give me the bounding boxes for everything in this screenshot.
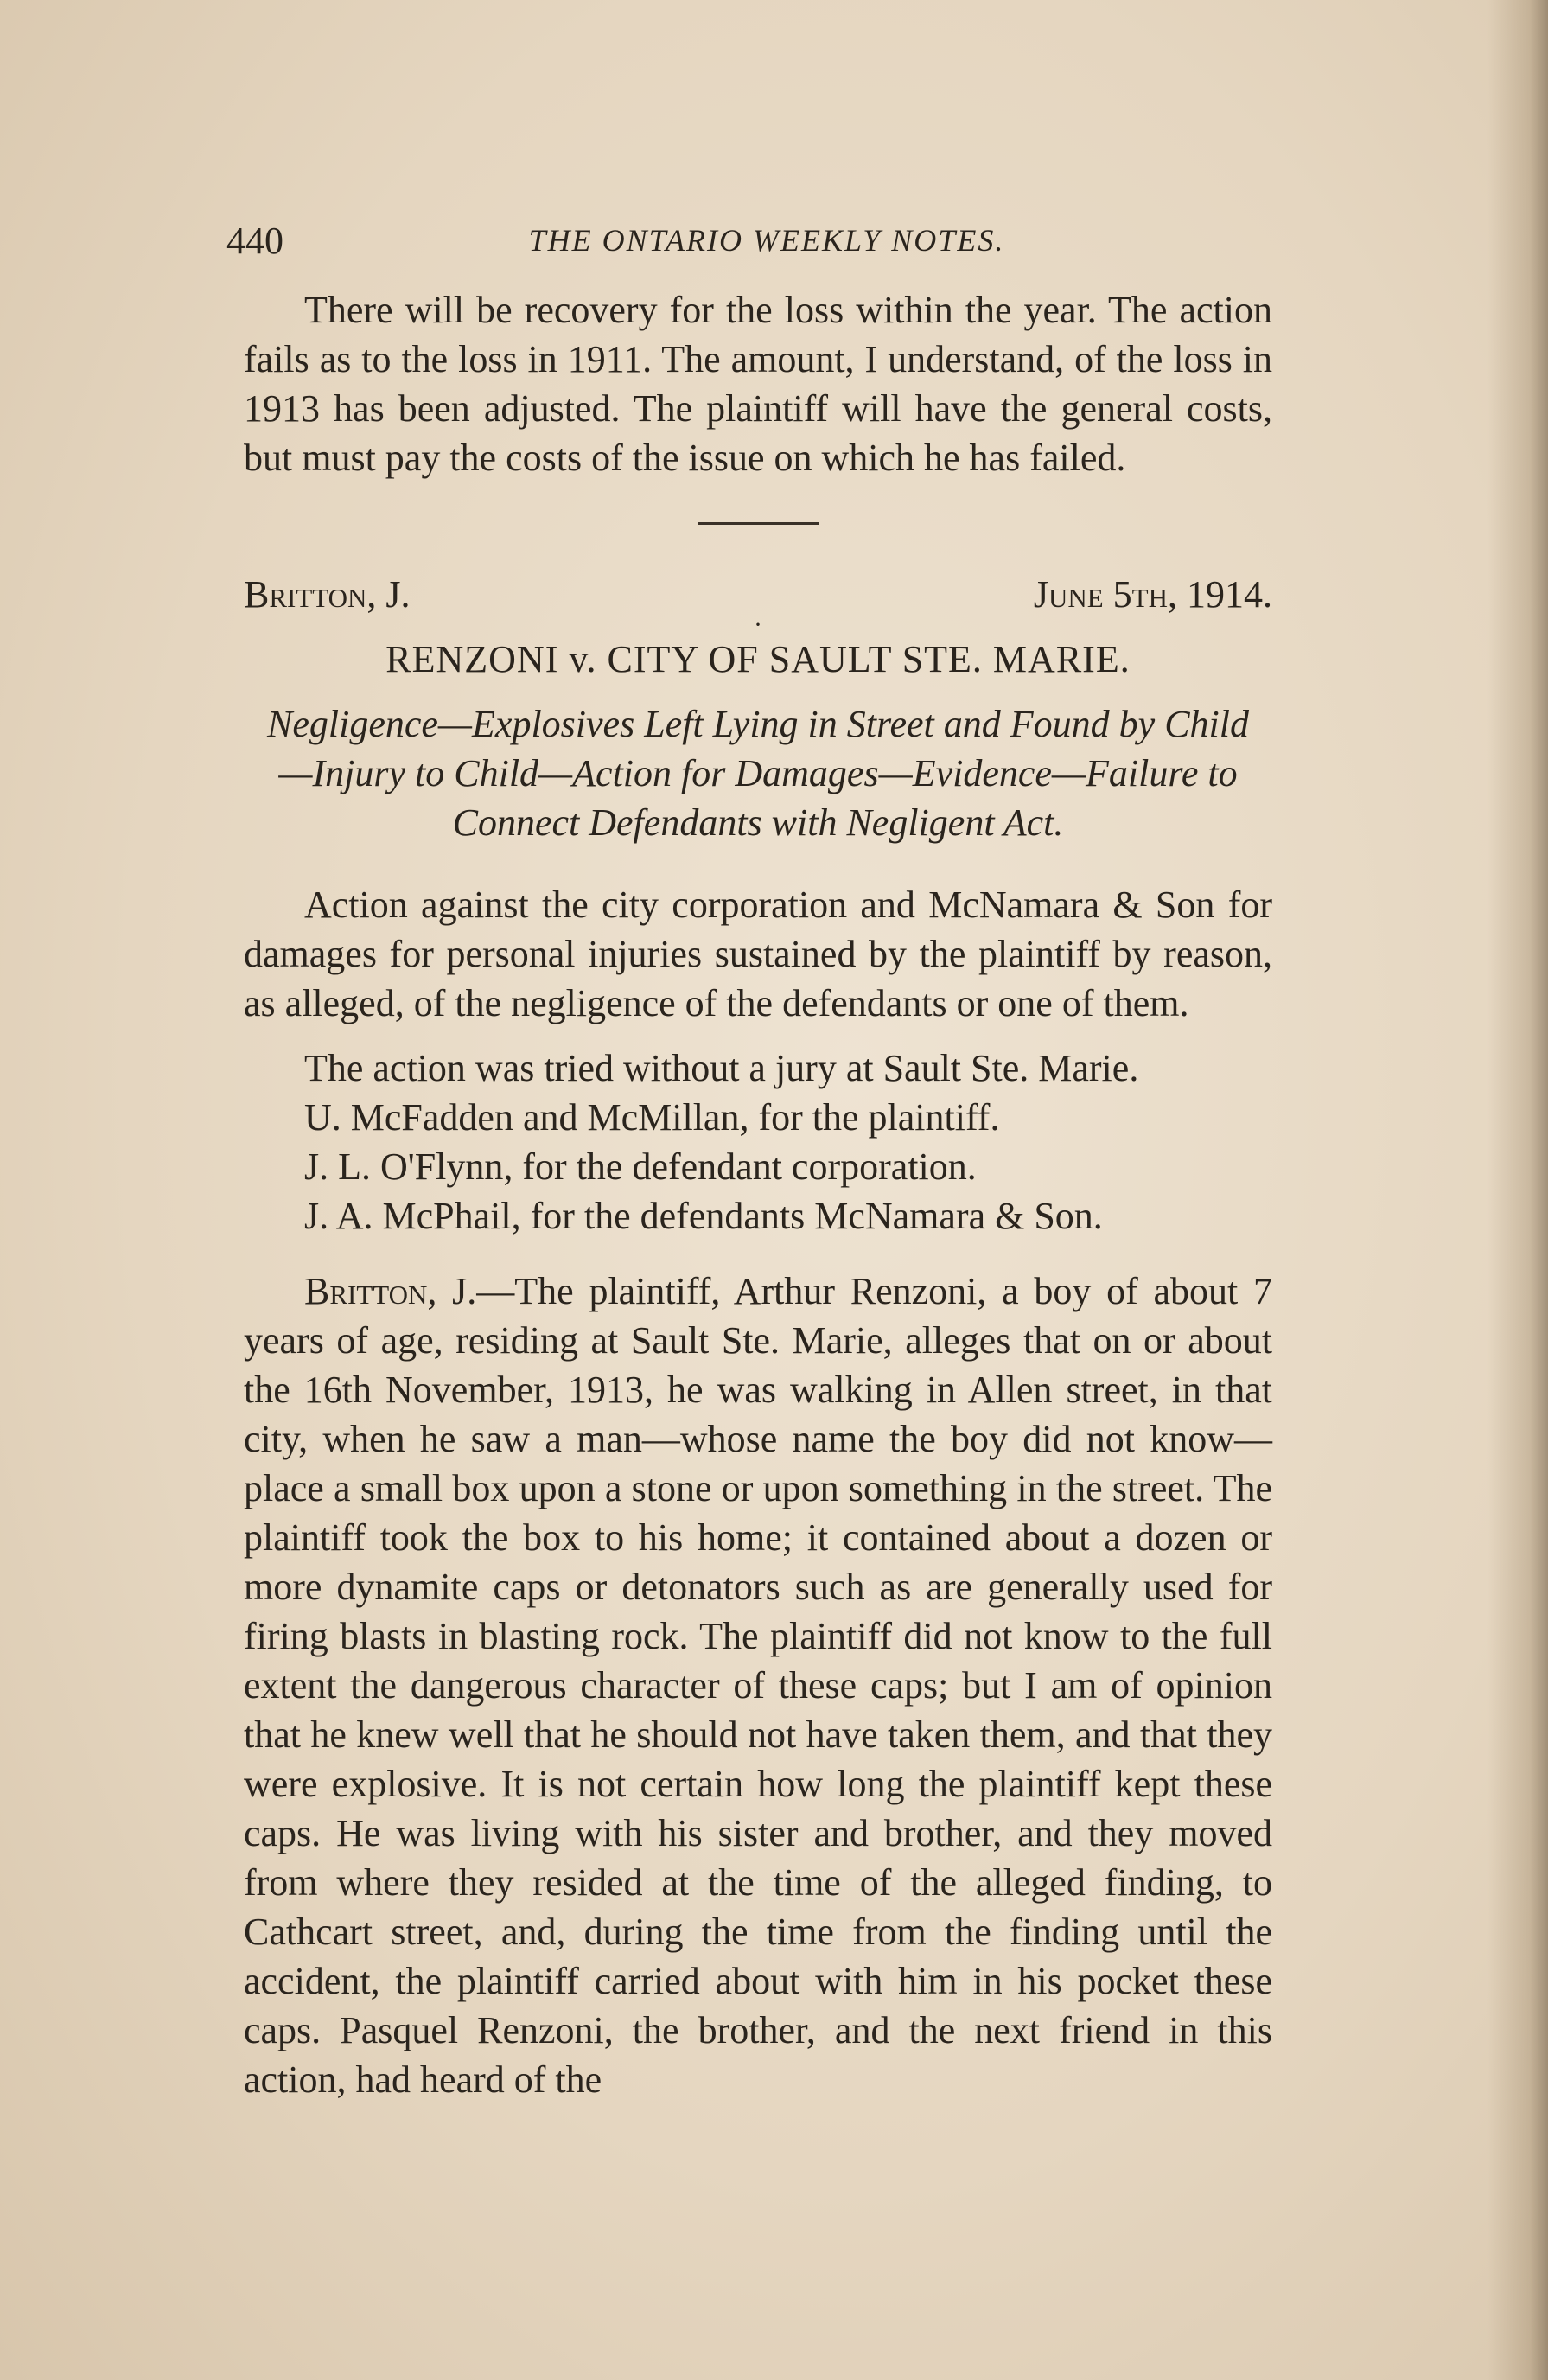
case-judge: Britton, J. <box>244 573 411 616</box>
judgment-paragraph <box>244 1267 1272 2104</box>
counsel-mcnamara: J. A. McPhail, for the defendants McNamara & Son. <box>304 1195 1103 1237</box>
case-date: June 5th, 1914. <box>1033 573 1272 616</box>
text-column <box>226 216 1272 2104</box>
running-title: THE ONTARIO WEEKLY NOTES. <box>528 223 1005 258</box>
page-number: 440 <box>226 220 283 262</box>
case-headnote: Negligence—Explosives Left Lying in Street and Found by Child—Injury to Child—Action for Damages—Evidence—Failure to Connect Defendants with Negligent Act. <box>267 703 1249 844</box>
trial-note: The action was tried without a jury at Sault Ste. Marie. <box>304 1047 1139 1089</box>
previous-case-conclusion: There will be recovery for the loss within the year. The action fails as to the loss in 1911. The amount, I understand, of the loss in 1913 has been adjusted. The plaintiff will have the general costs, but must pay the costs of the issue on which he has failed. <box>244 289 1272 479</box>
case-title: RENZONI v. CITY OF SAULT STE. MARIE. <box>385 638 1131 680</box>
section-divider <box>698 522 819 525</box>
judgment-text: —The plaintiff, Arthur Renzoni, a boy of about 7 years of age, residing at Sault Ste. Marie, alleges that on or about the 16th November, 1913, he was walking in Allen street, in that city, when he saw a man—whose name the boy did not know—place a small box upon a stone or upon something in the street. The plaintiff took the box to his home; it contained about a dozen or more dynamite caps or detonators such as are generally used for firing blasts in blasting rock. The plaintiff did not know to the full extent the dangerous character of these caps; but I am of opinion that he knew well that he should not have taken them, and that they were explosive. It is not certain how long the plaintiff kept these caps. He was living with his sister and brother, and they moved from where they resided at the time of the alleged finding, to Cathcart street, and, during the time from the finding until the accident, the plaintiff carried about with him in his pocket these caps. Pasquel Renzoni, the brother, and the next friend in this action, had heard of the <box>244 1270 1272 2101</box>
counsel-corporation: J. L. O'Flynn, for the defendant corporation. <box>304 1145 977 1188</box>
page-edge-shadow <box>1487 0 1548 2380</box>
case-statement: Action against the city corporation and McNamara & Son for damages for personal injuries sustained by the plaintiff by reason, as alleged, of the negligence of the defendants or one of them. <box>244 884 1272 1024</box>
counsel-plaintiff: U. McFadden and McMillan, for the plaintiff. <box>304 1096 1000 1139</box>
page-header <box>226 216 1272 285</box>
judgment-judge: Britton, J. <box>304 1270 477 1312</box>
separator-dot: · <box>754 610 762 639</box>
